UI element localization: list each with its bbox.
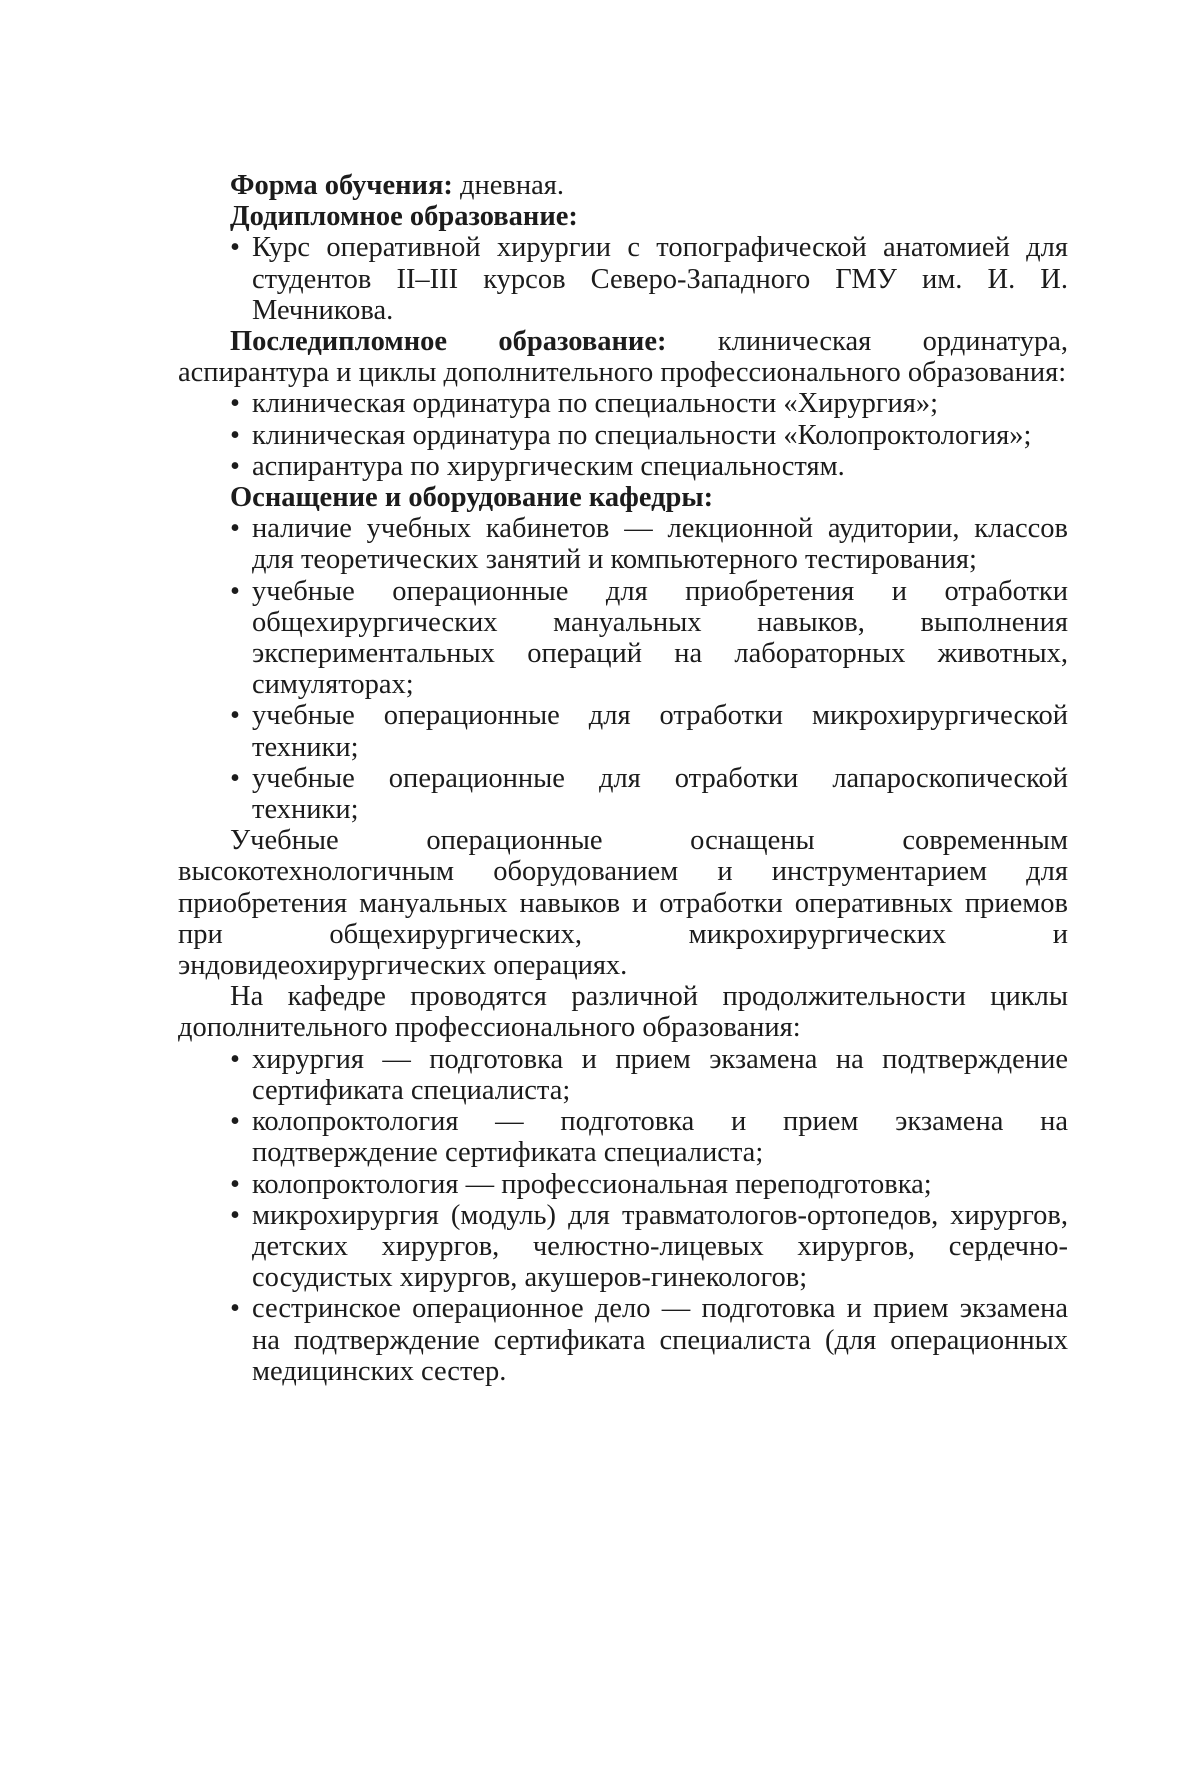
bullet-icon: • xyxy=(230,419,240,451)
list-item xyxy=(230,1293,1068,1387)
bullet-icon: • xyxy=(230,700,240,732)
list-item-text: сестринское операционное дело — подготовка и прием экзамена на подтверждение сертификата специалиста (для операционных медицинских сестер. xyxy=(252,1293,1068,1387)
list-item-text: наличие учебных кабинетов — лекционной аудитории, классов для теоретических занятий и компьютерного тестирования; xyxy=(252,513,1068,576)
bullet-icon: • xyxy=(230,513,240,545)
list-item-text: клиническая ординатура по специальности «Хирургия»; xyxy=(252,388,939,420)
bullet-icon: • xyxy=(230,762,240,794)
list-item xyxy=(230,1200,1068,1294)
list-item-text: аспирантура по хирургическим специальностям. xyxy=(252,450,845,482)
list-item-text: хирургия — подготовка и прием экзамена на подтверждение сертификата специалиста; xyxy=(252,1043,1068,1106)
list-item xyxy=(230,232,1068,326)
list-item-text: колопроктология — профессиональная переподготовка; xyxy=(252,1168,932,1200)
bullet-icon: • xyxy=(230,1293,240,1325)
equipped-paragraph: Учебные операционные оснащены современным высокотехнологичным оборудованием и инструментарием для приобретения мануальных навыков и отработки оперативных приемов при общехирургических, микрохирургических и эндовидеохирургических операциях. xyxy=(178,825,1068,982)
bullet-icon: • xyxy=(230,450,240,482)
study-form-label: Форма обучения: xyxy=(230,170,453,201)
cycles-paragraph: На кафедре проводятся различной продолжительности циклы дополнительного профессионального образования: xyxy=(178,981,1068,1044)
list-item-text: клиническая ординатура по специальности «Колопроктология»; xyxy=(252,419,1032,451)
bullet-icon: • xyxy=(230,575,240,607)
list-item xyxy=(230,1106,1068,1168)
study-form-line xyxy=(178,170,1068,201)
list-item xyxy=(230,1169,1068,1200)
postdip-list xyxy=(178,388,1068,482)
list-item-text: колопроктология — подготовка и прием экзамена на подтверждение сертификата специалиста; xyxy=(252,1106,1068,1169)
study-form-value: дневная. xyxy=(452,170,565,201)
list-item xyxy=(230,420,1068,451)
list-item xyxy=(230,700,1068,762)
predip-list xyxy=(178,232,1068,326)
bullet-icon: • xyxy=(230,1168,240,1200)
postdip-label: Последипломное образование: xyxy=(230,326,667,358)
predip-heading: Додипломное образование: xyxy=(230,201,578,233)
cycles-list xyxy=(178,1044,1068,1387)
bullet-icon: • xyxy=(230,1199,240,1231)
list-item xyxy=(230,576,1068,701)
equipment-list xyxy=(178,513,1068,825)
postdip-text: клиническая ординатура, аспирантура и циклы дополнительного профессионального образования: xyxy=(178,326,1068,389)
list-item xyxy=(230,1044,1068,1106)
list-item-text: микрохирургия (модуль) для травматологов-ортопедов, хирургов, детских хирургов, челюстно-лицевых хирургов, сердечно-сосудистых хирургов, акушеров-гинекологов; xyxy=(252,1199,1068,1294)
equipment-heading: Оснащение и оборудование кафедры: xyxy=(230,482,714,514)
list-item-text: Курс оперативной хирургии с топографической анатомией для студентов II–III курсов Северо-Западного ГМУ им. И. И. Мечникова. xyxy=(252,232,1068,326)
bullet-icon: • xyxy=(230,232,240,264)
list-item xyxy=(230,513,1068,575)
bullet-icon: • xyxy=(230,1106,240,1138)
list-item-text: учебные операционные для отработки микрохирургической техники; xyxy=(252,700,1068,763)
bullet-icon: • xyxy=(230,1043,240,1075)
list-item-text: учебные операционные для отработки лапароскопической техники; xyxy=(252,762,1068,826)
list-item xyxy=(230,763,1068,825)
postdip-paragraph xyxy=(178,326,1068,388)
list-item xyxy=(230,451,1068,482)
document-page xyxy=(178,170,1068,1387)
bullet-icon: • xyxy=(230,388,240,420)
list-item-text: учебные операционные для приобретения и отработки общехирургических мануальных навыков, выполнения экспериментальных операций на лабораторных животных, симуляторах; xyxy=(252,575,1068,701)
list-item xyxy=(230,388,1068,419)
